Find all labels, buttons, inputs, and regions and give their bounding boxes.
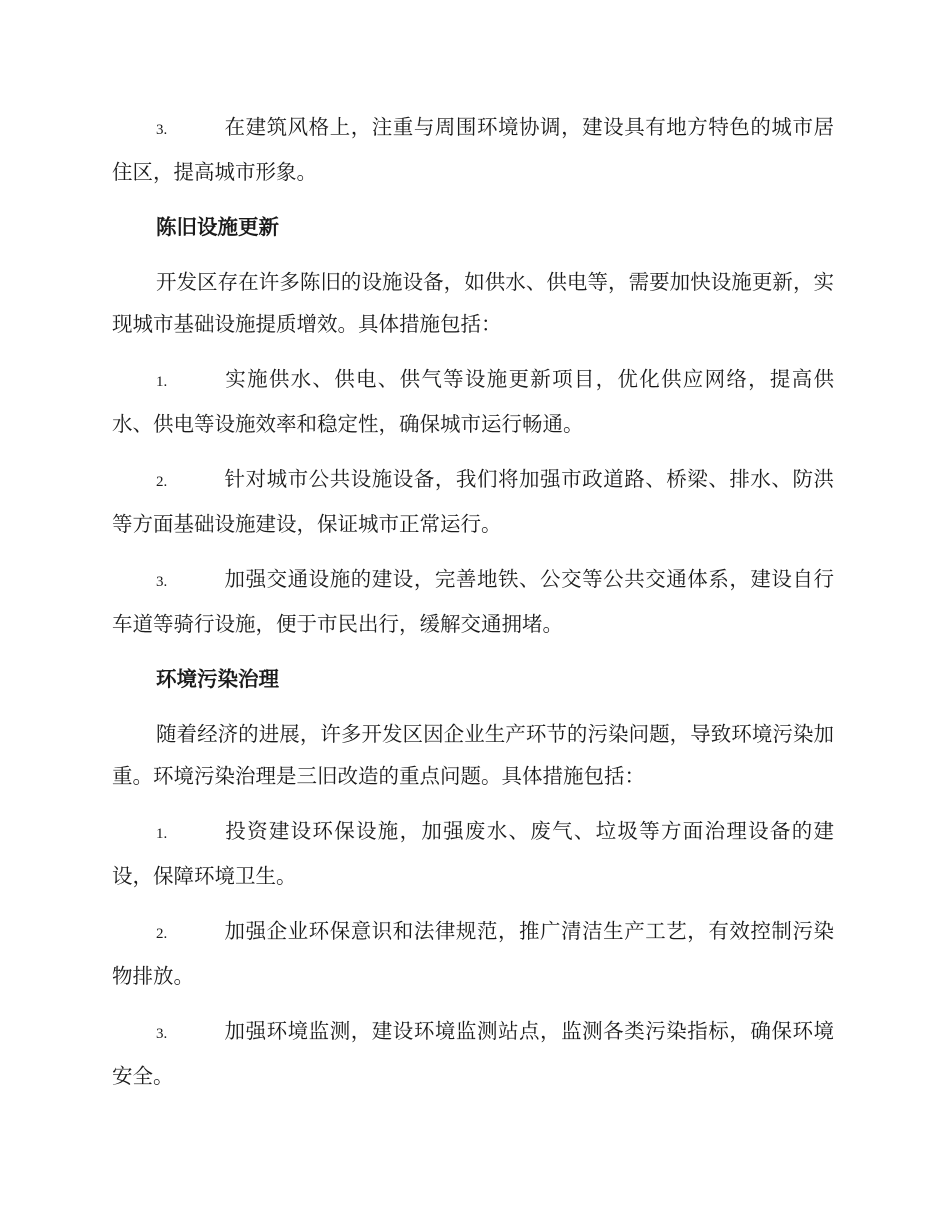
list-item xyxy=(112,558,834,645)
list-item-architecture-style xyxy=(112,106,834,193)
list-item xyxy=(112,458,834,545)
list-item xyxy=(112,358,834,445)
list-number: 2. xyxy=(156,926,168,942)
list-number: 3. xyxy=(156,1026,168,1042)
paragraph-facilities-intro: 开发区存在许多陈旧的设施设备，如供水、供电等，需要加快设施更新，实现城市基础设施提质增效。具体措施包括： xyxy=(112,270,834,336)
list-item-text: 实施供水、供电、供气等设施更新项目，优化供应网络，提高供水、供电等设施效率和稳定性，确保城市运行畅通。 xyxy=(112,367,834,436)
list-item xyxy=(112,810,834,897)
paragraph-pollution-intro: 随着经济的进展，许多开发区因企业生产环节的污染问题，导致环境污染加重。环境污染治理是三旧改造的重点问题。具体措施包括： xyxy=(112,722,834,788)
section-heading-facilities: 陈旧设施更新 xyxy=(156,215,279,239)
list-item-text: 投资建设环保设施，加强废水、废气、垃圾等方面治理设备的建设，保障环境卫生。 xyxy=(112,819,834,888)
list-number: 2. xyxy=(156,474,168,490)
list-item xyxy=(112,1010,834,1097)
list-number: 3. xyxy=(156,122,168,138)
section-heading-pollution: 环境污染治理 xyxy=(156,667,279,691)
list-item-text: 针对城市公共设施设备，我们将加强市政道路、桥梁、排水、防洪等方面基础设施建设，保证城市正常运行。 xyxy=(112,467,834,536)
list-item-text: 加强交通设施的建设，完善地铁、公交等公共交通体系，建设自行车道等骑行设施，便于市民出行，缓解交通拥堵。 xyxy=(112,567,834,636)
list-number: 3. xyxy=(156,574,168,590)
list-item-text: 在建筑风格上，注重与周围环境协调，建设具有地方特色的城市居住区，提高城市形象。 xyxy=(112,115,834,184)
list-item xyxy=(112,910,834,997)
list-number: 1. xyxy=(156,374,168,390)
list-number: 1. xyxy=(156,826,168,842)
document-body xyxy=(112,106,834,1110)
list-item-text: 加强环境监测，建设环境监测站点，监测各类污染指标，确保环境安全。 xyxy=(112,1019,834,1088)
list-item-text: 加强企业环保意识和法律规范，推广清洁生产工艺，有效控制污染物排放。 xyxy=(112,919,834,988)
